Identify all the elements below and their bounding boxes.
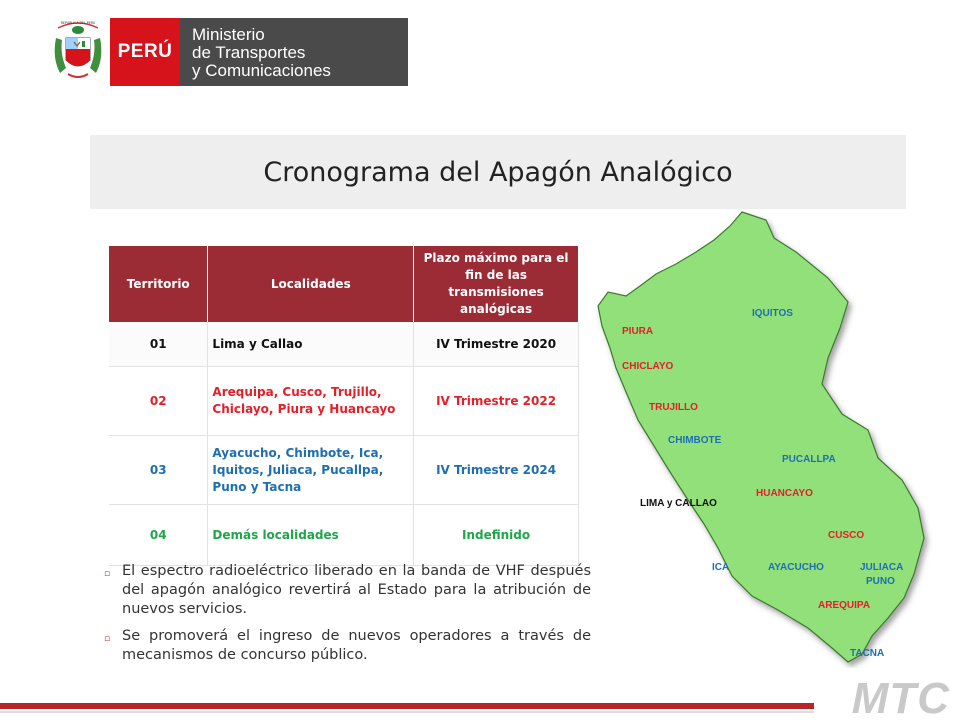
label-cusco: CUSCO [828,530,865,541]
ministry-line-3: y Comunicaciones [192,61,331,80]
label-huancayo: HUANCAYO [756,488,813,499]
label-iquitos: IQUITOS [752,308,793,319]
label-puno: PUNO [866,576,895,587]
table-row [109,322,579,367]
table-row [109,367,579,436]
table-row [109,436,579,505]
table-header-row [109,246,579,322]
cell-localidades: Lima y Callao [208,322,414,367]
peru-map [596,208,960,668]
mtc-brand: MTC [851,674,950,723]
label-chiclayo: CHICLAYO [622,361,674,372]
cell-territorio: 04 [109,505,208,566]
cell-localidades: Arequipa, Cusco, Trujillo, Chiclayo, Piura y Huancayo [208,367,414,436]
label-juliaca: JULIACA [860,562,904,573]
bullet-text: El espectro radioeléctrico liberado en la banda de VHF después del apagón analógico revertirá al Estado para la atribución de nuevos servicios. [122,563,591,617]
label-lima-callao: LIMA y CALLAO [640,498,717,509]
label-arequipa: AREQUIPA [818,600,871,611]
ministry-line-1: Ministerio [192,25,265,44]
table-row [109,505,579,566]
coat-of-arms-icon [50,18,106,86]
cell-plazo: IV Trimestre 2020 [414,322,579,367]
schedule-table [109,246,579,566]
cell-territorio: 01 [109,322,208,367]
footer-red-line [0,703,814,709]
bullet-text: Se promoverá el ingreso de nuevos operadores a través de mecanismos de concurso público. [122,628,591,663]
ministry-logo [50,18,408,86]
cell-localidades: Ayacucho, Chimbote, Ica, Iquitos, Juliaca, Pucallpa, Puno y Tacna [208,436,414,505]
ministry-name [180,18,408,86]
cell-territorio: 02 [109,367,208,436]
label-pucallpa: PUCALLPA [782,454,836,465]
bullet-item [104,562,591,619]
header-localidades: Localidades [208,246,414,322]
cell-plazo: IV Trimestre 2024 [414,436,579,505]
header-territorio: Territorio [109,246,208,322]
ministry-line-2: de Transportes [192,43,306,62]
cell-plazo: IV Trimestre 2022 [414,367,579,436]
label-ica: ICA [712,562,730,573]
crest-text: REPUBLICA DEL PERU [60,21,96,25]
label-piura: PIURA [622,326,654,337]
footer-gray-line [0,711,814,713]
bullet-list [104,562,591,673]
page-title: Cronograma del Apagón Analógico [263,156,733,188]
peru-outline [598,212,924,662]
peru-badge: PERÚ [110,18,180,86]
bullet-icon: ▫ [104,634,111,644]
label-tacna: TACNA [850,648,885,659]
cell-localidades: Demás localidades [208,505,414,566]
title-band [90,135,906,209]
label-ayacucho: AYACUCHO [768,562,824,573]
bullet-icon: ▫ [104,569,111,579]
cell-plazo: Indefinido [414,505,579,566]
label-trujillo: TRUJILLO [649,402,698,413]
cell-territorio: 03 [109,436,208,505]
label-chimbote: CHIMBOTE [668,435,722,446]
bullet-item [104,627,591,665]
header-plazo: Plazo máximo para el fin de las transmisiones analógicas [414,246,579,322]
